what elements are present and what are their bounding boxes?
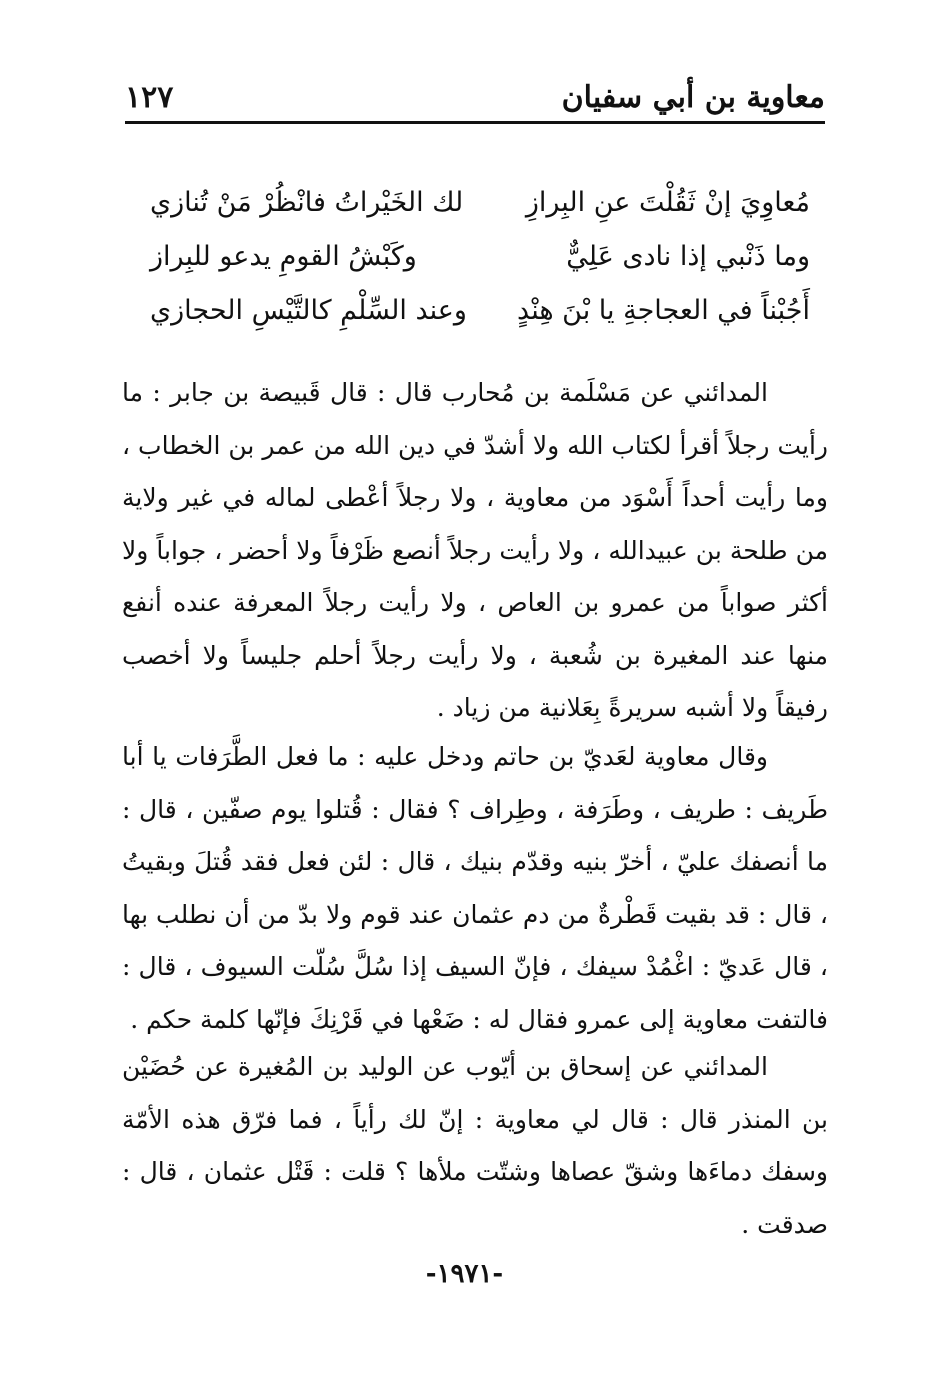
verse-second-half: وكَبْشُ القومِ يدعو للبِراز	[150, 241, 417, 272]
poem	[150, 176, 810, 338]
verse-first-half: وما ذَنْبي إذا نادى عَلِيٌّ	[566, 241, 810, 272]
verse	[150, 176, 810, 230]
verse-second-half: وعند السِّلْمِ كالتَّيْسِ الحجازي	[150, 295, 467, 326]
verse-first-half: أَجُبْناً في العجاجةِ يا بْنَ هِنْدٍ	[517, 295, 810, 326]
paragraph-qabisa: المدائني عن مَسْلَمة بن مُحارب قال : قال قَبيصة بن جابر : ما رأيت رجلاً أقرأ لكتاب الله ولا أشدّ في دين الله من عمر بن الخطاب ، وما رأيت أحداً أَسْوَد من معاوية ، ولا رجلاً أعْطى لماله في غير ولاية من طلحة بن عبيدالله ، ولا رأيت رجلاً أنصع ظَرْفاً ولا أحضر ، جواباً ولا أكثر صواباً من عمرو بن العاص ، ولا رأيت رجلاً المعرفة عنده أنفع منها عند المغيرة بن شُعبة ، ولا رأيت رجلاً أحلم جليساً ولا أخصب رفيقاً ولا أشبه سريرةً بِعَلانية من زياد .	[122, 378, 828, 722]
page-folio: -١٩٧١-	[425, 1259, 504, 1289]
verse	[150, 284, 810, 338]
running-title: معاوية بن أبي سفيان	[561, 80, 825, 115]
verse	[150, 230, 810, 284]
paragraph-adi-bin-hatim: وقال معاوية لعَديّ بن حاتم ودخل عليه : ما فعل الطَّرَفات يا أبا طَريف : طريف ، وطَرَفة ، وطِراف ؟ فقال : قُتلوا يوم صفّين ، قال : ما أنصفك عليّ ، أخرّ بنيه وقدّم بنيك ، قال : لئن فعل فقد قُتلَ وبقيتُ ، قال : قد بقيت قَطْرةٌ من دم عثمان عند قوم ولا بدّ من أن نطلب بها ، قال عَديّ : اغْمُدْ سيفك ، فإنّ السيف إذا سُلَّ سُلّت السيوف ، قال : فالتفت معاوية إلى عمرو فقال له : ضَعْها في قَرْنِكَ فإنّها كلمة حكم .	[122, 742, 828, 1034]
page-number: ١٢٧	[125, 80, 174, 115]
verse-first-half: مُعاوِيَ إنْ ثَقُلْتَ عنِ البِرازِ	[525, 187, 810, 218]
header-rule	[125, 121, 825, 124]
page-header	[125, 78, 825, 122]
verse-second-half: لك الخَيْراتُ فانْظُرْ مَنْ تُنازي	[150, 187, 464, 218]
paragraph-hudayn: المدائني عن إسحاق بن أيّوب عن الوليد بن المُغيرة عن حُضَيْن بن المنذر قال : قال لي معاوية : إنّ لك رأياً ، فما فرّق هذه الأمّة وسفك دماءَها وشقّ عصاها وشتّت ملأها ؟ قلت : قَتْل عثمان ، قال : صدقت .	[122, 1052, 828, 1239]
